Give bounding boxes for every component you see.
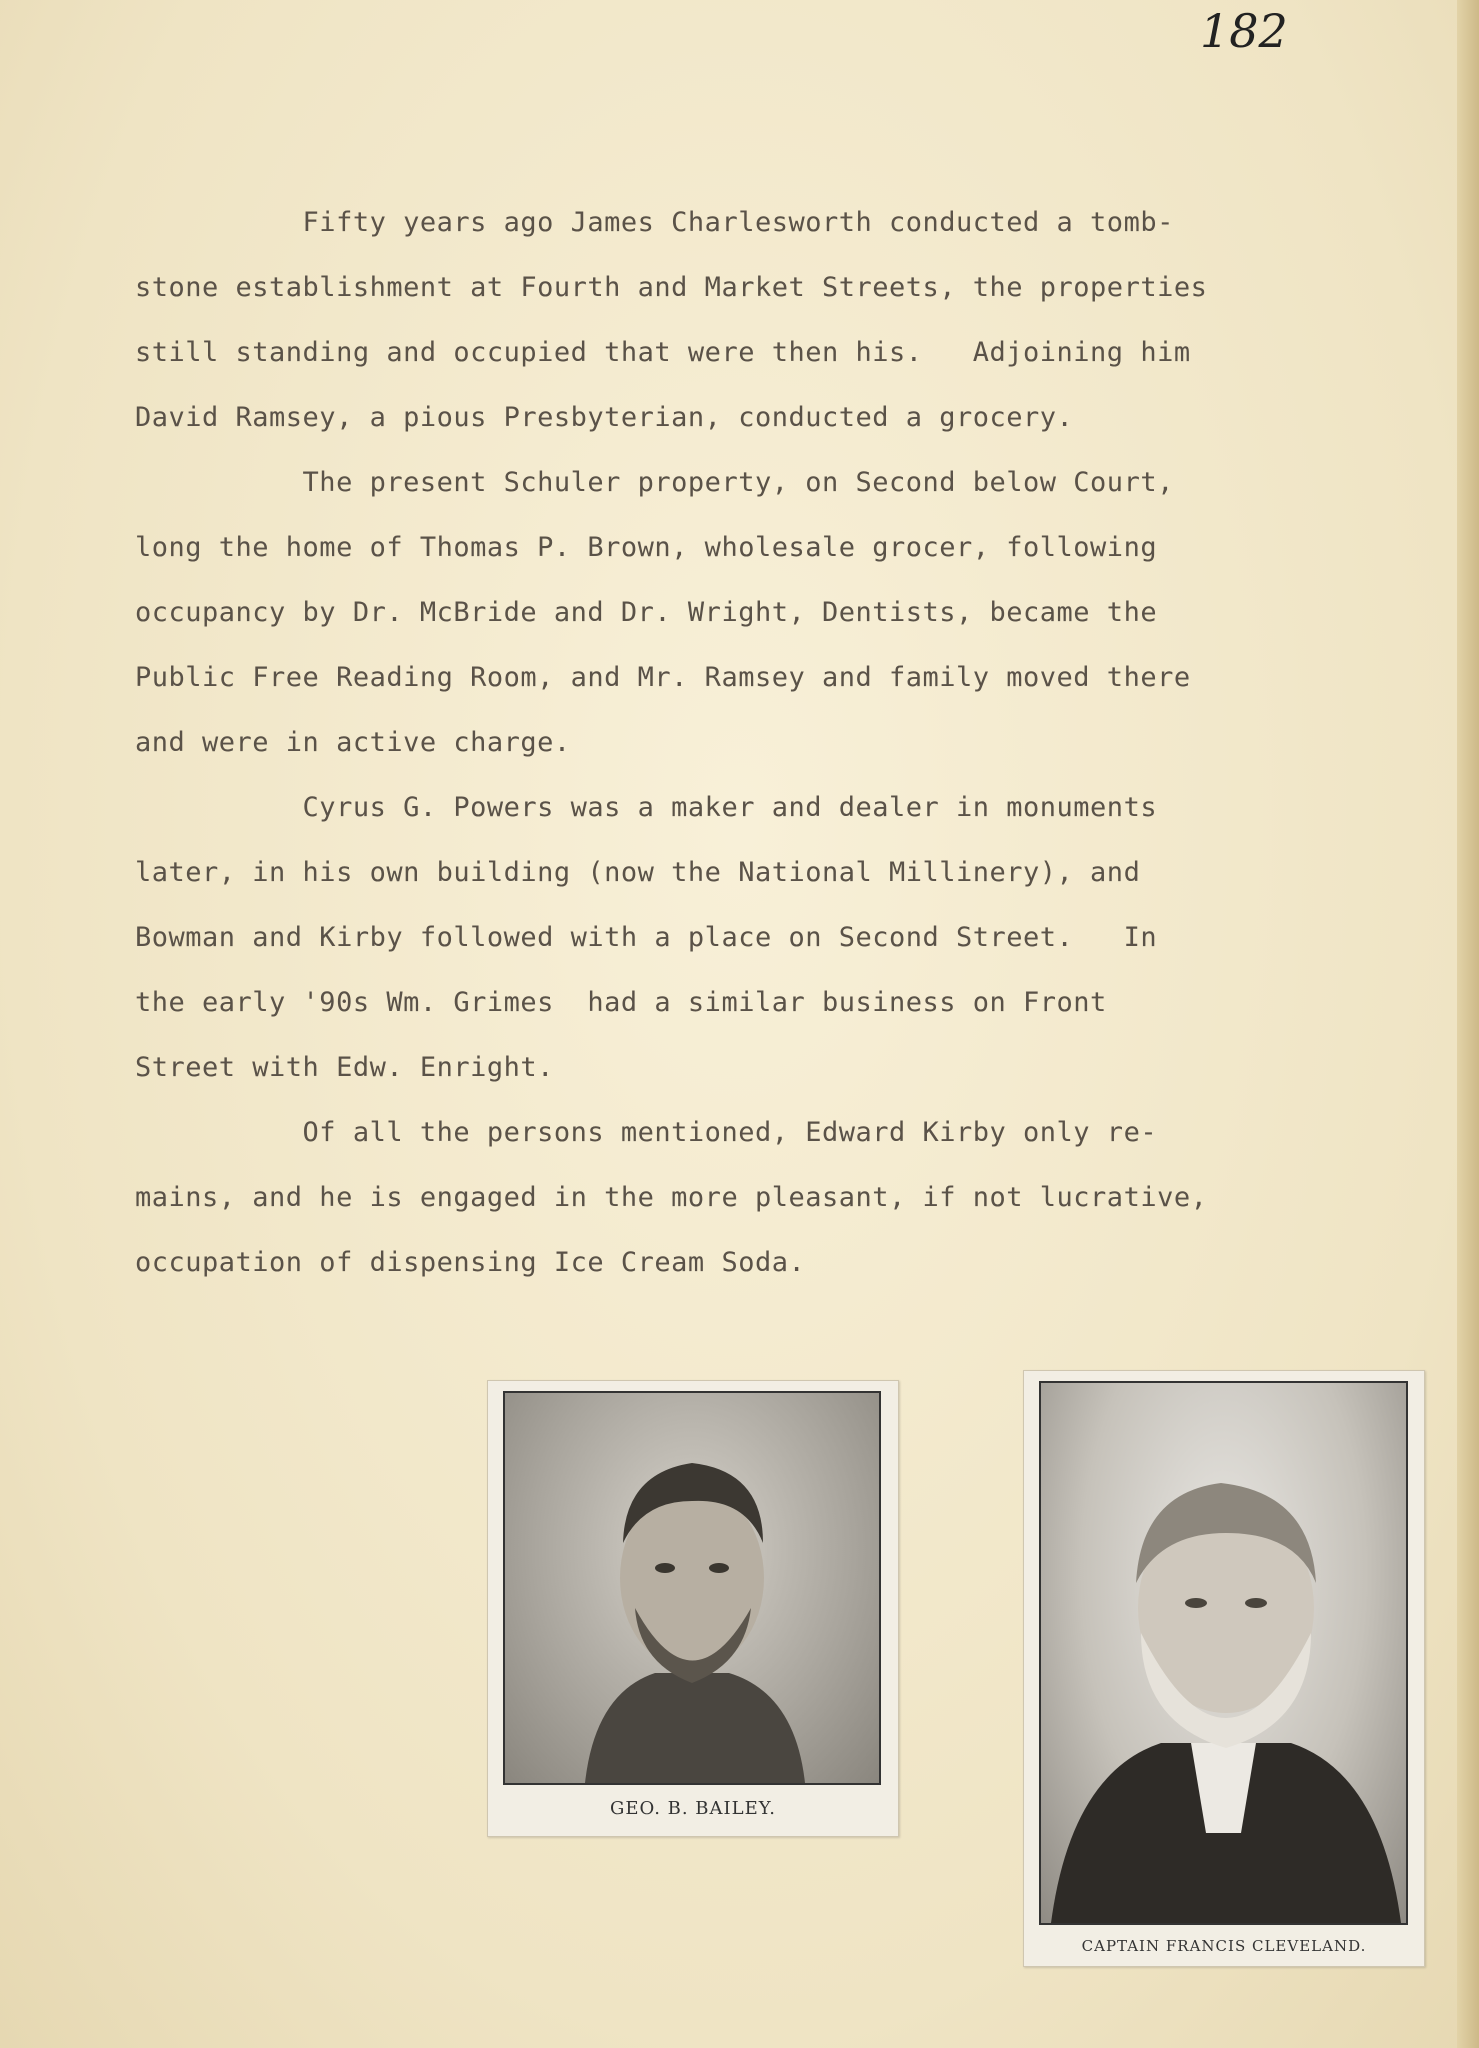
- text-line: Street with Edw. Enright.: [135, 1052, 554, 1083]
- text-line: Cyrus G. Powers was a maker and dealer in monuments: [135, 792, 1158, 823]
- portrait-caption: CAPTAIN FRANCIS CLEVELAND.: [1081, 1937, 1367, 1955]
- paragraph: [135, 190, 1365, 450]
- paragraph: [135, 1100, 1365, 1295]
- text-line: mains, and he is engaged in the more pleasant, if not lucrative,: [135, 1182, 1208, 1213]
- text-line: the early '90s Wm. Grimes had a similar business on Front: [135, 987, 1107, 1018]
- text-line: The present Schuler property, on Second below Court,: [135, 467, 1174, 498]
- page-edge: [1457, 0, 1479, 2048]
- portrait-engraving: [503, 1391, 881, 1785]
- typed-text-body: [135, 190, 1365, 1295]
- text-line: Fifty years ago James Charlesworth conducted a tomb-: [135, 207, 1174, 238]
- text-line: Bowman and Kirby followed with a place on Second Street. In: [135, 922, 1158, 953]
- text-line: later, in his own building (now the National Millinery), and: [135, 857, 1141, 888]
- portrait-card-cleveland: [1023, 1370, 1425, 1967]
- text-line: occupation of dispensing Ice Cream Soda.: [135, 1247, 806, 1278]
- page-number: 182: [1200, 4, 1288, 58]
- paragraph: [135, 775, 1365, 1100]
- portrait-caption: GEO. B. BAILEY.: [609, 1798, 777, 1819]
- portrait-card-bailey: [487, 1380, 899, 1837]
- text-line: still standing and occupied that were then his. Adjoining him: [135, 337, 1191, 368]
- portrait-photograph: [1039, 1381, 1408, 1925]
- paragraph: [135, 450, 1365, 775]
- text-line: stone establishment at Fourth and Market Streets, the properties: [135, 272, 1208, 303]
- text-line: occupancy by Dr. McBride and Dr. Wright, Dentists, became the: [135, 597, 1158, 628]
- text-line: and were in active charge.: [135, 727, 571, 758]
- text-line: Public Free Reading Room, and Mr. Ramsey and family moved there: [135, 662, 1191, 693]
- text-line: David Ramsey, a pious Presbyterian, conducted a grocery.: [135, 402, 1074, 433]
- text-line: long the home of Thomas P. Brown, wholesale grocer, following: [135, 532, 1158, 563]
- text-line: Of all the persons mentioned, Edward Kirby only re-: [135, 1117, 1158, 1148]
